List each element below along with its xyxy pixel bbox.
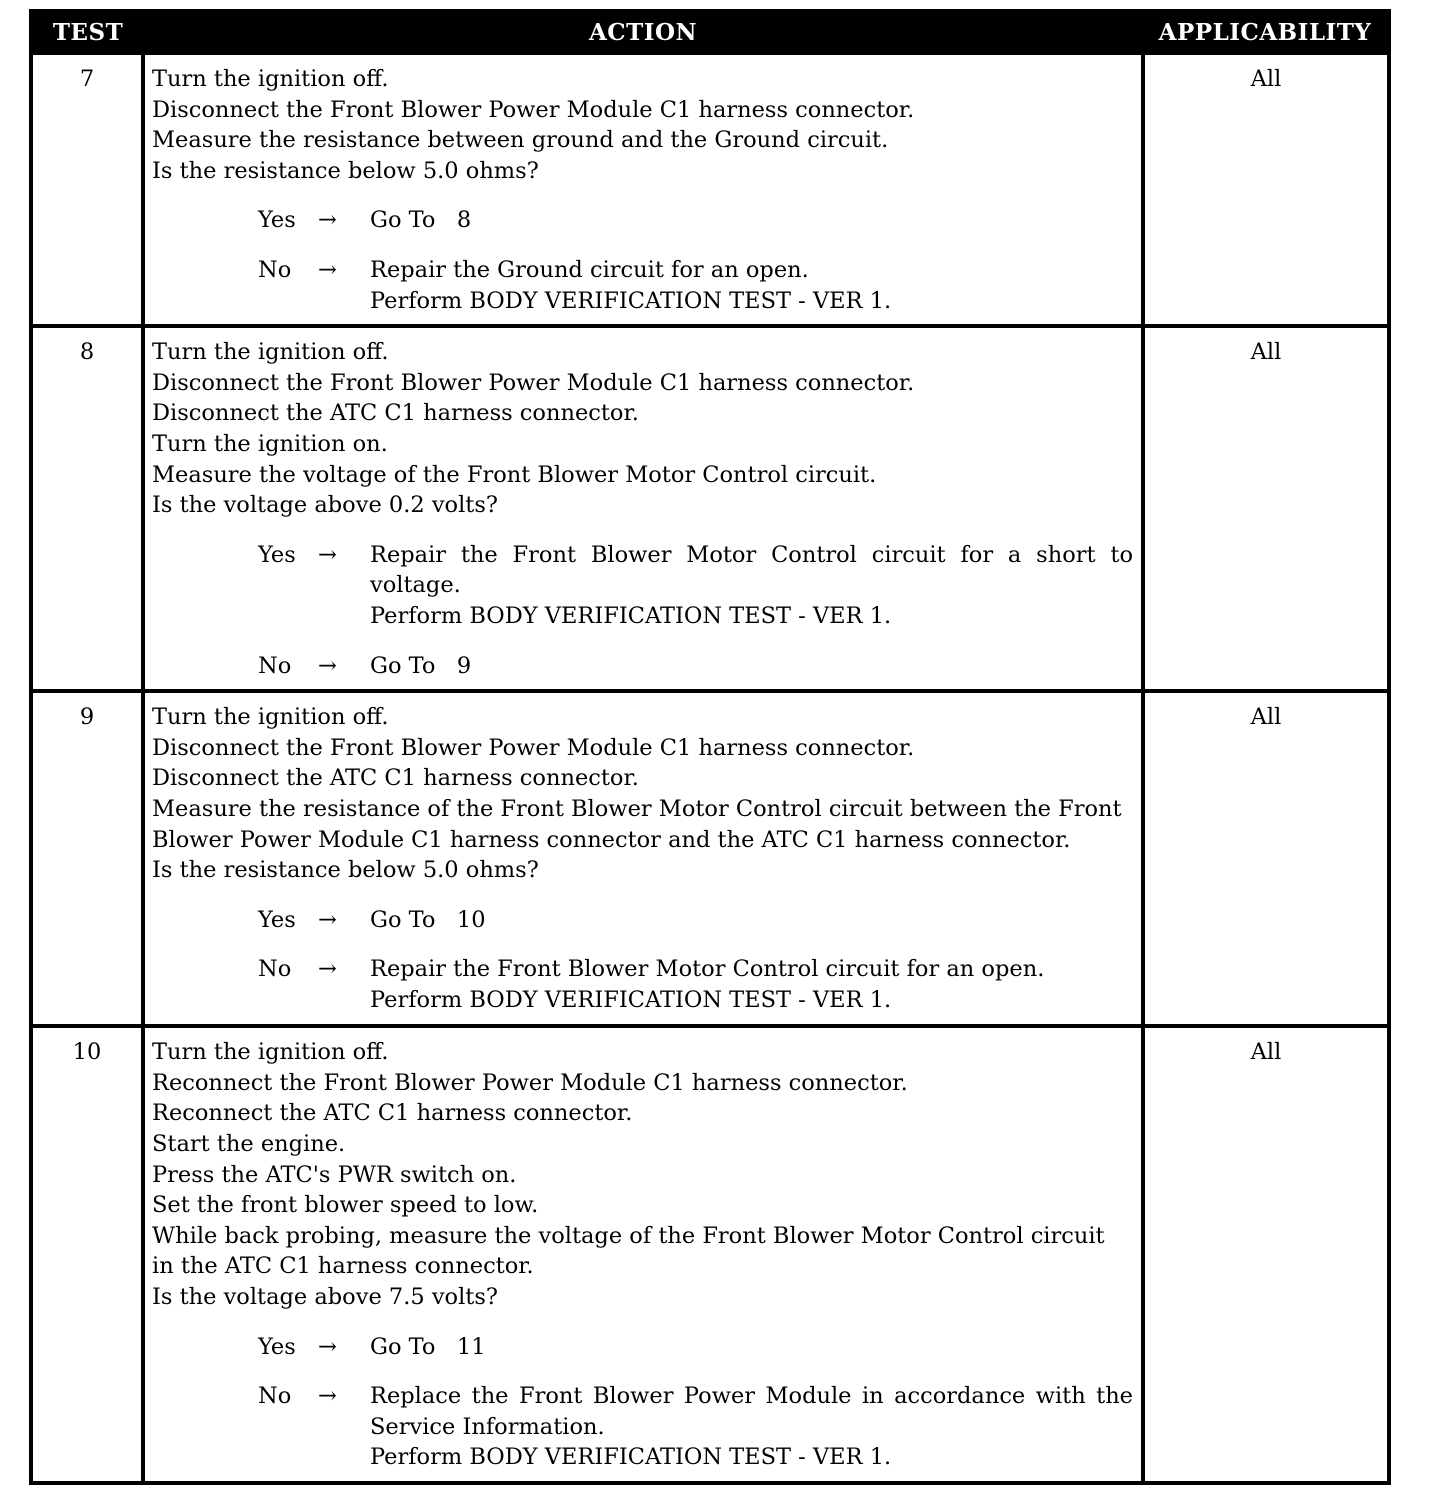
yes-result — [152, 905, 1133, 936]
step-text: Is the voltage above 0.2 volts? — [152, 492, 498, 519]
right-arrow-icon: → — [318, 1333, 337, 1360]
outcome-line: Perform BODY VERIFICATION TEST - VER 1. — [370, 1444, 892, 1471]
action-cell — [143, 53, 1143, 326]
step-text: Is the resistance below 5.0 ohms? — [152, 857, 539, 884]
yes-outcome — [370, 905, 1133, 936]
step-text: Turn the ignition off. — [152, 66, 389, 92]
no-result — [152, 1381, 1133, 1473]
no-label: No — [258, 652, 292, 679]
outcome-line: Repair the Ground circuit for an open. — [370, 256, 809, 283]
table-row — [31, 53, 1389, 326]
table-row — [31, 326, 1389, 691]
step-text: Measure the voltage of the Front Blower Motor Control circuit. — [152, 461, 877, 488]
step-text: Turn the ignition off. — [152, 704, 389, 731]
step-text: Measure the resistance between ground and the Ground circuit. — [152, 127, 889, 154]
applicability-value: All — [1143, 1026, 1389, 1483]
test-number: 9 — [31, 691, 143, 1026]
outcome-line: Go To 8 — [370, 207, 472, 234]
yes-outcome — [370, 205, 1133, 236]
outcome-line: Perform BODY VERIFICATION TEST - VER 1. — [370, 602, 892, 629]
table-header-row — [31, 11, 1389, 53]
yes-label: Yes — [258, 207, 296, 234]
action-cell — [143, 326, 1143, 691]
outcome-line: Go To 10 — [370, 906, 486, 933]
header-action: ACTION — [143, 11, 1143, 53]
no-result — [152, 954, 1133, 1015]
no-label: No — [258, 256, 292, 283]
yes-label: Yes — [258, 1333, 296, 1360]
test-number: 7 — [31, 53, 143, 326]
yes-result — [152, 205, 1133, 236]
diagnostic-test-table — [29, 9, 1391, 1485]
right-arrow-icon: → — [318, 956, 337, 983]
step-text: Disconnect the Front Blower Power Module C1 harness connector. — [152, 96, 915, 123]
header-applicability: APPLICABILITY — [1143, 11, 1389, 53]
applicability-value: All — [1143, 326, 1389, 691]
step-text: While back probing, measure the voltage of the Front Blower Motor Control circuit in the ATC C1 harness connector. — [152, 1222, 1105, 1280]
outcome-line: Perform BODY VERIFICATION TEST - VER 1. — [370, 986, 892, 1013]
right-arrow-icon: → — [318, 652, 337, 679]
right-arrow-icon: → — [318, 256, 337, 283]
step-text: Measure the resistance of the Front Blower Motor Control circuit between the Front Blower Power Module C1 harness connector and the ATC C1 harness connector. — [152, 795, 1122, 853]
no-label: No — [258, 1383, 292, 1410]
step-text: Press the ATC's PWR switch on. — [152, 1161, 517, 1188]
applicability-value: All — [1143, 53, 1389, 326]
table-row — [31, 1026, 1389, 1483]
step-text: Start the engine. — [152, 1130, 346, 1157]
applicability-value: All — [1143, 691, 1389, 1026]
right-arrow-icon: → — [318, 1383, 337, 1410]
step-text: Disconnect the ATC C1 harness connector. — [152, 400, 639, 427]
step-text: Is the voltage above 7.5 volts? — [152, 1283, 498, 1310]
step-text: Reconnect the ATC C1 harness connector. — [152, 1100, 633, 1127]
step-text: Disconnect the ATC C1 harness connector. — [152, 765, 639, 792]
yes-label: Yes — [258, 541, 296, 568]
no-label: No — [258, 956, 292, 983]
step-text: Turn the ignition off. — [152, 1039, 389, 1066]
right-arrow-icon: → — [318, 207, 337, 234]
outcome-line: Repair the Front Blower Motor Control circuit for a short to voltage. — [370, 541, 1133, 599]
step-text: Turn the ignition on. — [152, 430, 388, 457]
outcome-line: Repair the Front Blower Motor Control circuit for an open. — [370, 956, 1045, 983]
yes-result — [152, 1332, 1133, 1363]
outcome-line: Replace the Front Blower Power Module in accordance with the Service Information. — [370, 1383, 1133, 1440]
yes-outcome — [370, 1332, 1133, 1363]
no-outcome — [370, 1381, 1133, 1473]
action-cell — [143, 1026, 1143, 1483]
step-text: Is the resistance below 5.0 ohms? — [152, 157, 539, 184]
table-row — [31, 691, 1389, 1026]
step-text: Disconnect the Front Blower Power Module C1 harness connector. — [152, 734, 915, 761]
no-result — [152, 255, 1133, 316]
yes-outcome — [370, 540, 1133, 632]
right-arrow-icon: → — [318, 906, 337, 933]
test-number: 8 — [31, 326, 143, 691]
no-outcome — [370, 651, 1133, 682]
step-text: Set the front blower speed to low. — [152, 1192, 539, 1219]
header-test: TEST — [31, 11, 143, 53]
step-text: Reconnect the Front Blower Power Module C1 harness connector. — [152, 1069, 908, 1096]
step-text: Turn the ignition off. — [152, 339, 389, 366]
no-outcome — [370, 255, 1133, 316]
yes-label: Yes — [258, 906, 296, 933]
test-number: 10 — [31, 1026, 143, 1483]
no-result — [152, 651, 1133, 682]
outcome-line: Go To 9 — [370, 652, 472, 679]
outcome-line: Perform BODY VERIFICATION TEST - VER 1. — [370, 287, 892, 314]
step-text: Disconnect the Front Blower Power Module C1 harness connector. — [152, 369, 915, 396]
right-arrow-icon: → — [318, 541, 337, 568]
outcome-line: Go To 11 — [370, 1333, 486, 1360]
action-cell — [143, 691, 1143, 1026]
no-outcome — [370, 954, 1133, 1015]
yes-result — [152, 540, 1133, 632]
